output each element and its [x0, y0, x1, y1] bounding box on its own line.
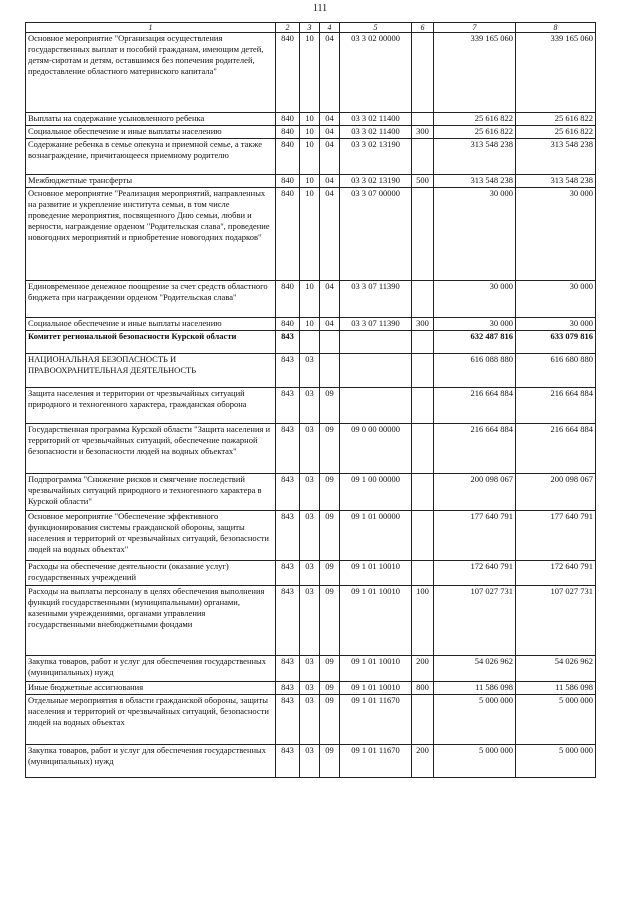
- row-pr: 09: [320, 388, 340, 424]
- row-csr: 09 1 01 10010: [340, 656, 412, 682]
- row-csr: 09 1 01 00000: [340, 511, 412, 561]
- table-row: [26, 113, 596, 126]
- row-name: Выплаты на содержание усыновленного ребенка: [26, 113, 276, 126]
- row-csr: 03 3 02 13190: [340, 175, 412, 188]
- row-rz: [300, 331, 320, 354]
- row-vr: 300: [412, 318, 434, 331]
- row-sum-1: 25 616 822: [434, 113, 516, 126]
- row-name: Закупка товаров, работ и услуг для обеспечения государственных (муниципальных) нужд: [26, 656, 276, 682]
- row-rz: 10: [300, 188, 320, 281]
- row-csr: 03 3 07 00000: [340, 188, 412, 281]
- row-sum-1: 5 000 000: [434, 695, 516, 745]
- header-cell: 2: [276, 23, 300, 33]
- row-sum-2: 107 027 731: [516, 586, 596, 656]
- table-row: [26, 388, 596, 424]
- row-vr: [412, 281, 434, 318]
- table-row: [26, 281, 596, 318]
- row-rz: 10: [300, 126, 320, 139]
- row-sum-2: 313 548 238: [516, 175, 596, 188]
- row-vr: [412, 511, 434, 561]
- row-sum-2: 216 664 884: [516, 388, 596, 424]
- row-sum-1: 30 000: [434, 188, 516, 281]
- row-sum-1: 107 027 731: [434, 586, 516, 656]
- row-rz: 03: [300, 695, 320, 745]
- row-csr: 03 3 02 11400: [340, 113, 412, 126]
- row-vr: [412, 354, 434, 388]
- row-csr: 03 3 02 11400: [340, 126, 412, 139]
- row-name: Социальное обеспечение и иные выплаты населению: [26, 318, 276, 331]
- header-cell: 6: [412, 23, 434, 33]
- row-pr: 04: [320, 113, 340, 126]
- row-vr: [412, 331, 434, 354]
- row-sum-2: 30 000: [516, 318, 596, 331]
- row-rz: 03: [300, 586, 320, 656]
- row-rz: 10: [300, 281, 320, 318]
- row-sum-2: 30 000: [516, 188, 596, 281]
- row-vr: 200: [412, 656, 434, 682]
- row-ved: 840: [276, 139, 300, 175]
- row-csr: [340, 354, 412, 388]
- row-sum-1: 5 000 000: [434, 745, 516, 778]
- row-sum-1: 177 640 791: [434, 511, 516, 561]
- row-sum-1: 30 000: [434, 318, 516, 331]
- row-rz: 10: [300, 113, 320, 126]
- row-rz: 10: [300, 139, 320, 175]
- row-sum-2: 200 098 067: [516, 474, 596, 511]
- row-sum-1: 313 548 238: [434, 175, 516, 188]
- header-cell: 5: [340, 23, 412, 33]
- row-sum-1: 30 000: [434, 281, 516, 318]
- row-rz: 03: [300, 561, 320, 586]
- row-rz: 03: [300, 511, 320, 561]
- row-rz: 10: [300, 175, 320, 188]
- row-sum-2: 616 680 880: [516, 354, 596, 388]
- row-name: Основное мероприятие "Организация осуществления государственных выплат и пособий гражданам, имеющим детей, детям-сиротам и детям, оставшимся без попечения родителей, предоставление областного материнского капитала": [26, 33, 276, 113]
- row-csr: 09 0 00 00000: [340, 424, 412, 474]
- table-row: [26, 695, 596, 745]
- row-name: Иные бюджетные ассигнования: [26, 682, 276, 695]
- row-vr: [412, 188, 434, 281]
- row-pr: 09: [320, 745, 340, 778]
- row-vr: 200: [412, 745, 434, 778]
- row-sum-1: 313 548 238: [434, 139, 516, 175]
- table-row: [26, 139, 596, 175]
- row-csr: [340, 331, 412, 354]
- row-ved: 843: [276, 586, 300, 656]
- row-csr: [340, 388, 412, 424]
- row-ved: 843: [276, 424, 300, 474]
- table-row: [26, 745, 596, 778]
- row-sum-2: 54 026 962: [516, 656, 596, 682]
- row-pr: 09: [320, 561, 340, 586]
- row-vr: [412, 139, 434, 175]
- table-row: [26, 354, 596, 388]
- row-pr: 09: [320, 424, 340, 474]
- row-name: Социальное обеспечение и иные выплаты населению: [26, 126, 276, 139]
- row-vr: [412, 388, 434, 424]
- row-sum-2: 11 586 098: [516, 682, 596, 695]
- row-vr: [412, 561, 434, 586]
- row-csr: 03 3 02 00000: [340, 33, 412, 113]
- row-sum-1: 54 026 962: [434, 656, 516, 682]
- table-row: [26, 175, 596, 188]
- row-sum-2: 25 616 822: [516, 126, 596, 139]
- row-ved: 843: [276, 656, 300, 682]
- row-sum-1: 25 616 822: [434, 126, 516, 139]
- row-vr: [412, 474, 434, 511]
- row-rz: 03: [300, 424, 320, 474]
- row-sum-2: 5 000 000: [516, 745, 596, 778]
- row-name: Содержание ребенка в семье опекуна и приемной семье, а также вознаграждение, причитающееся приемному родителю: [26, 139, 276, 175]
- row-ved: 843: [276, 474, 300, 511]
- header-cell: 3: [300, 23, 320, 33]
- header-cell: 7: [434, 23, 516, 33]
- row-name: Основное мероприятие "Обеспечение эффективного функционирования системы гражданской обороны, защиты населения и территорий от чрезвычайных ситуаций, безопасности людей на водных объектах": [26, 511, 276, 561]
- row-rz: 10: [300, 33, 320, 113]
- row-rz: 03: [300, 388, 320, 424]
- table-row: [26, 511, 596, 561]
- row-sum-1: 172 640 791: [434, 561, 516, 586]
- table-row: [26, 331, 596, 354]
- row-name: Расходы на выплаты персоналу в целях обеспечения выполнения функций государственными (муниципальными) органами, казенными учреждениями, органами управления государственными внебюджетными фондами: [26, 586, 276, 656]
- row-pr: 09: [320, 682, 340, 695]
- row-ved: 840: [276, 281, 300, 318]
- row-rz: 10: [300, 318, 320, 331]
- row-ved: 843: [276, 511, 300, 561]
- row-csr: 03 3 07 11390: [340, 318, 412, 331]
- budget-table: [25, 22, 596, 778]
- row-sum-2: 313 548 238: [516, 139, 596, 175]
- table-body: [26, 33, 596, 778]
- row-pr: 09: [320, 656, 340, 682]
- row-ved: 843: [276, 561, 300, 586]
- row-pr: [320, 331, 340, 354]
- row-pr: [320, 354, 340, 388]
- row-sum-2: 30 000: [516, 281, 596, 318]
- table-row: [26, 424, 596, 474]
- row-rz: 03: [300, 474, 320, 511]
- row-ved: 843: [276, 331, 300, 354]
- row-csr: 03 3 07 11390: [340, 281, 412, 318]
- row-sum-1: 339 165 060: [434, 33, 516, 113]
- row-sum-2: 633 079 816: [516, 331, 596, 354]
- header-cell: 4: [320, 23, 340, 33]
- row-pr: 04: [320, 139, 340, 175]
- table-row: [26, 318, 596, 331]
- row-pr: 04: [320, 188, 340, 281]
- row-vr: [412, 424, 434, 474]
- row-rz: 03: [300, 656, 320, 682]
- row-name: Закупка товаров, работ и услуг для обеспечения государственных (муниципальных) нужд: [26, 745, 276, 778]
- header-cell: 8: [516, 23, 596, 33]
- row-csr: 03 3 02 13190: [340, 139, 412, 175]
- row-pr: 04: [320, 175, 340, 188]
- row-ved: 843: [276, 354, 300, 388]
- row-sum-1: 200 098 067: [434, 474, 516, 511]
- row-sum-2: 25 616 822: [516, 113, 596, 126]
- row-ved: 840: [276, 126, 300, 139]
- table-row: [26, 656, 596, 682]
- row-sum-1: 216 664 884: [434, 388, 516, 424]
- row-ved: 840: [276, 175, 300, 188]
- row-sum-2: 177 640 791: [516, 511, 596, 561]
- row-rz: 03: [300, 745, 320, 778]
- table-row: [26, 33, 596, 113]
- row-name: Межбюджетные трансферты: [26, 175, 276, 188]
- row-name: Основное мероприятие "Реализация мероприятий, направленных на развитие и укрепление института семьи, в том числе проведение мероприятия, посвященного Дню семьи, любви и верности, награждение орденом "Родительская слава", проведение новогодних мероприятий и приобретение новогодних подарков": [26, 188, 276, 281]
- row-csr: 09 1 01 10010: [340, 561, 412, 586]
- row-pr: 09: [320, 511, 340, 561]
- row-pr: 09: [320, 695, 340, 745]
- row-csr: 09 1 01 10010: [340, 682, 412, 695]
- row-sum-2: 339 165 060: [516, 33, 596, 113]
- row-ved: 840: [276, 113, 300, 126]
- row-ved: 840: [276, 33, 300, 113]
- row-sum-1: 11 586 098: [434, 682, 516, 695]
- row-sum-2: 172 640 791: [516, 561, 596, 586]
- row-pr: 04: [320, 33, 340, 113]
- table-header: [26, 23, 596, 33]
- row-pr: 09: [320, 474, 340, 511]
- table-row: [26, 474, 596, 511]
- header-cell: 1: [26, 23, 276, 33]
- row-sum-2: 5 000 000: [516, 695, 596, 745]
- row-ved: 840: [276, 318, 300, 331]
- row-vr: [412, 695, 434, 745]
- row-vr: [412, 33, 434, 113]
- row-csr: 09 1 01 11670: [340, 695, 412, 745]
- row-name: Государственная программа Курской области "Защита населения и территорий от чрезвычайных ситуаций, обеспечение пожарной безопасности и безопасности людей на водных объектах": [26, 424, 276, 474]
- table-row: [26, 586, 596, 656]
- row-vr: 300: [412, 126, 434, 139]
- row-ved: 843: [276, 745, 300, 778]
- row-csr: 09 1 01 11670: [340, 745, 412, 778]
- row-sum-2: 216 664 884: [516, 424, 596, 474]
- row-name: Защита населения и территории от чрезвычайных ситуаций природного и техногенного характера, гражданская оборона: [26, 388, 276, 424]
- table-row: [26, 126, 596, 139]
- row-name: Подпрограмма "Снижение рисков и смягчение последствий чрезвычайных ситуаций природного и техногенного характера в Курской области": [26, 474, 276, 511]
- row-ved: 843: [276, 388, 300, 424]
- row-ved: 843: [276, 682, 300, 695]
- row-csr: 09 1 00 00000: [340, 474, 412, 511]
- row-ved: 843: [276, 695, 300, 745]
- row-name: Отдельные мероприятия в области гражданской обороны, защиты населения и территорий от чрезвычайных ситуаций, безопасности людей на водных объектах: [26, 695, 276, 745]
- table-row: [26, 561, 596, 586]
- row-vr: 100: [412, 586, 434, 656]
- row-sum-1: 216 664 884: [434, 424, 516, 474]
- row-name: Комитет региональной безопасности Курской области: [26, 331, 276, 354]
- row-pr: 04: [320, 318, 340, 331]
- row-vr: 800: [412, 682, 434, 695]
- row-csr: 09 1 01 10010: [340, 586, 412, 656]
- row-pr: 04: [320, 281, 340, 318]
- row-pr: 09: [320, 586, 340, 656]
- row-name: Единовременное денежное поощрение за счет средств областного бюджета при награждении орденом "Родительская слава": [26, 281, 276, 318]
- row-rz: 03: [300, 682, 320, 695]
- row-sum-1: 632 487 816: [434, 331, 516, 354]
- row-name: Расходы на обеспечение деятельности (оказание услуг) государственных учреждений: [26, 561, 276, 586]
- row-vr: [412, 113, 434, 126]
- row-pr: 04: [320, 126, 340, 139]
- row-ved: 840: [276, 188, 300, 281]
- table-row: [26, 188, 596, 281]
- row-rz: 03: [300, 354, 320, 388]
- row-vr: 500: [412, 175, 434, 188]
- row-name: НАЦИОНАЛЬНАЯ БЕЗОПАСНОСТЬ И ПРАВООХРАНИТЕЛЬНАЯ ДЕЯТЕЛЬНОСТЬ: [26, 354, 276, 388]
- page-number: 111: [312, 3, 328, 14]
- table-row: [26, 682, 596, 695]
- row-sum-1: 616 088 880: [434, 354, 516, 388]
